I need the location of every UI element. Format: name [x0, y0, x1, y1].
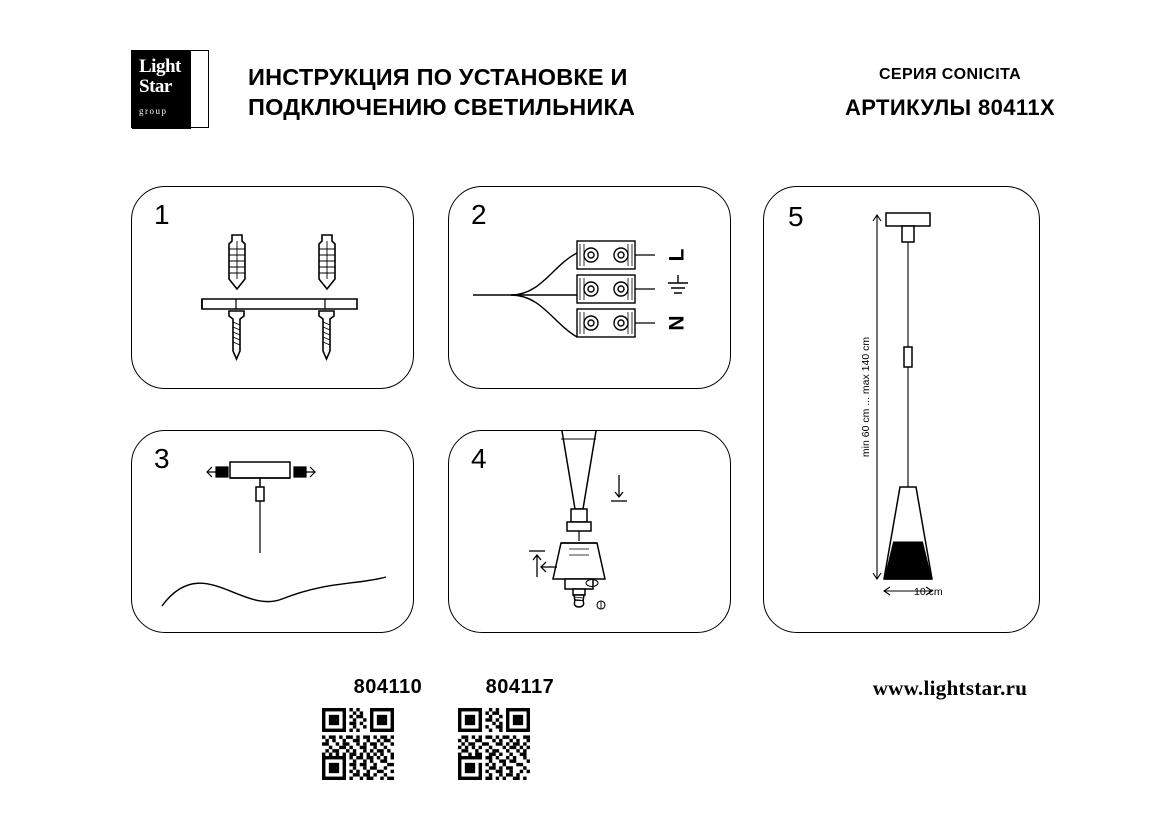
step-panel-5 — [763, 186, 1040, 633]
step-panel-1 — [131, 186, 414, 389]
article-label: АРТИКУЛЫ 80411X — [844, 95, 1056, 120]
step-5-illustration — [764, 187, 1041, 634]
step-number-1: 1 — [154, 199, 170, 230]
step-3-illustration — [132, 431, 415, 634]
step-1-illustration — [132, 187, 415, 390]
series-label: СЕРИЯ CONICITA — [878, 66, 1022, 83]
step-number-4: 4 — [471, 443, 487, 474]
product-code-1: 804110 — [353, 676, 423, 698]
step-2-illustration — [449, 187, 732, 390]
step-panel-3 — [131, 430, 414, 633]
step-number-3: 3 — [154, 443, 170, 474]
step-panel-4 — [448, 430, 731, 633]
page-title: ИНСТРУКЦИЯ ПО УСТАНОВКЕ И ПОДКЛЮЧЕНИЮ СВЕТИЛЬНИКА — [248, 64, 636, 120]
terminal-label-l: L — [665, 248, 689, 262]
logo-line-3: group — [139, 106, 168, 116]
qr-code-804110 — [322, 708, 394, 780]
website-url[interactable]: www.lightstar.ru — [872, 676, 1028, 700]
qr-code-804117 — [458, 708, 530, 780]
logo-inner-block — [132, 51, 191, 129]
step-4-illustration — [449, 431, 732, 634]
step-panel-2 — [448, 186, 731, 389]
height-dimension-label: min 60 cm ... max 140 cm — [860, 336, 872, 458]
width-dimension-label: 10 cm — [914, 586, 943, 598]
step-number-5: 5 — [788, 201, 804, 232]
product-identification — [760, 66, 1140, 121]
terminal-label-n: N — [665, 315, 689, 331]
step-number-2: 2 — [471, 199, 487, 230]
document-header — [0, 0, 1169, 150]
brand-logo — [131, 50, 209, 128]
logo-line-2: Star — [139, 76, 172, 97]
logo-line-1: Light — [139, 56, 181, 77]
product-code-2: 804117 — [485, 676, 555, 698]
